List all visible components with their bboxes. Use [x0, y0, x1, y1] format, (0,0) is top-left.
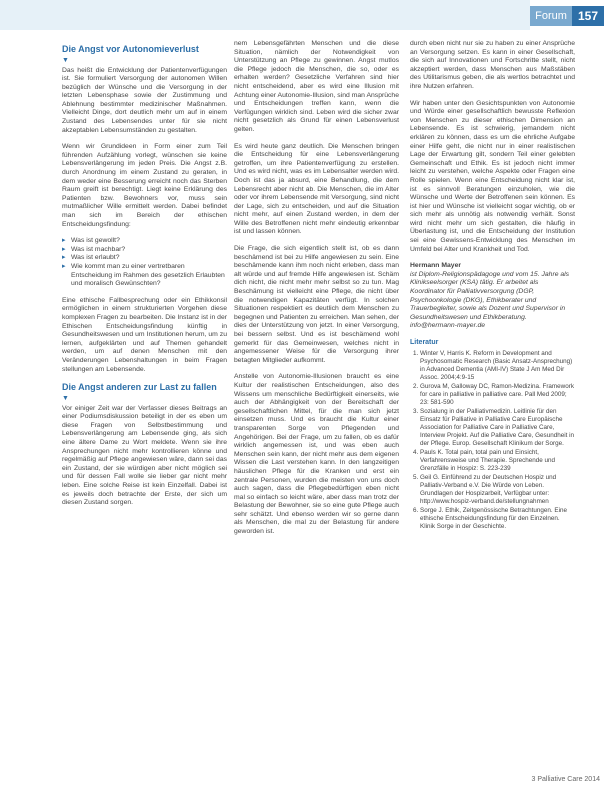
heading-marker-icon: ▼ [62, 56, 69, 64]
paragraph: Anstelle von Autonomie-Illusionen braucht es eine Kultur der realistischen Entscheidungen, also des Wissens um menschliche Bedürftigkeit einerseits, wie auch der Abhängigkeit von der Bereitschaft der gesellschaftlichen Mittel, für die man sich jetzt einsetzen muss. Und es braucht die Kultur einer transparenten Sorge von Pflegenden und Angehörigen. Bei der Frage, um zu fallen, ob es dafür wirklich angemessen ist, und was eben auch Menschen sein kann, der nicht mehr aus dem eigenen Wissen die Last verstehen kann. In den langzeitigen häuslichen Pflege für die Kranken und erst ein zentrale Personen, wurden die meisten von uns doch auch sagen, dass die Pflegebedürftigen eben nicht mal so einfach so leicht wäre, aber dass man trotz der Belastung der Bewohner, sie so eine gute Pflege auch sehr schätzt. Und ebenso werden wir so gerne dann als Menschen, die mal zu der Belastung für andere geworden ist. [234, 373, 399, 536]
page-number: 157 [572, 6, 604, 26]
paragraph: Vor einiger Zeit war der Verfasser dieses Beitrags an einer Podiumsdiskussion beteiligt in der es eben um diese Fragen von Selbstbestimmung und Lebensverlängerung am Lebensende ging, als sich eine ältere Dame zu Wort meldete. Wenn sie ihre Ansprechungen nicht mehr kontrollieren könne und regelmäßig auf Pflege angewiesen wäre, dann sei das ein Zustand, der sie würdigen aber nicht möglich sei und für dessen Fall wolle sie lieber gar nicht mehr leben. Eine solche Reise ist kein Einzelfall. Dabei ist es jeweils doch betrachte der Erste, der sich um diesen Zustand sorgen. [62, 404, 227, 507]
heading-marker-icon: ▼ [62, 394, 69, 402]
column-1 [62, 40, 227, 516]
column-3 [410, 40, 575, 532]
question-item: ▸ Was ist machbar? [62, 246, 227, 255]
author-box [410, 262, 575, 331]
question-item: ▸ Was ist erlaubt? [62, 254, 227, 263]
reference-item: 5. Geil G. Einführend zu der Deutschen Hospiz und Palliativ-Verband e.V. Die Würde von Leben. Grundlagen der Hospizarbeit, Verfügbar unter: http://www.hospiz-verband.de/stellungnahmen [420, 474, 575, 506]
reference-item: 6. Sorge J. Ethik, Zeitgenössische Betrachtungen. Eine ethische Entscheidungsfindung für den Einzelnen. Klinik Sorge in der Geschichte. [420, 507, 575, 531]
paragraph: Es wird heute ganz deutlich. Die Menschen bringen die Entscheidung für eine Lebensverlängerung getroffen, um ihre Patientenverfügung zu erstellen. Und es wird nicht, was es im Lebensalter werden wird. Doch ist das ja absurd, eine Behandlung, die dem Lebensrecht aber nicht ab. Die Menschen, die im Alter oder vor ihrem Lebensende mit Versorgung, sind nicht der Lage, sich zu entscheiden, und auf die Situation nicht mehr, auf einen Zustand werden, in dem der Wille des Betroffenen nicht mehr eindeutig erkennbar ist und lassen können. [234, 142, 399, 236]
section-label: Forum [530, 6, 572, 26]
paragraph: Eine ethische Fallbesprechung oder ein Ethikkonsil ermöglichen in einem strukturierten Vorgehen diese komplexen Fragen zu bearbeiten. Die Instanz ist in der Ethischen Entscheidungsfindung künftig in Gesundheitswesen und um Institutionen herum, um zu lernen, aufgeklärten und auf Themen gehandelt werden, um auf denen Menschen mit den Veränderungen Lebenshaltungen in beim Fragen stellungen am Lebensende. [62, 296, 227, 373]
paragraph: durch eben nicht nur sie zu haben zu einer Ansprüche an Versorgung setzen. Es kann in einer Gesellschaft, die sich auf Innovationen und Fortschritte stellt, nicht akzeptiert werden, dass Menschen aus Maßstäben des Utilitarismus geben, die als wertlos betrachtet und ihre Nutzen erfahren. [410, 40, 575, 90]
page-header [0, 0, 604, 30]
heading-burden: Die Angst anderen zur Last zu fallen [62, 382, 217, 393]
author-name: Hermann Mayer [410, 262, 461, 270]
page-footer: 3 Palliative Care 2014 [531, 776, 600, 783]
paragraph: Das heißt die Entwicklung der Patientenverfügungen ist. Sie formuliert Versorgung der autonomen Willen bezüglich der Wünsche und die Versorgung in der letzten Lebensphase sowie der Zustimmung und Ablehnung bestimmter medizinischer Maßnahmen. Vielleicht Dinge, dort deutlich mehr um auf in einem Zustand des Lebensendes unter für sie nicht akzeptablen Lebensumständen zu gestalten. [62, 66, 227, 134]
paragraph: Die Frage, die sich eigentlich stellt ist, ob es dann beschämend ist bei zu Hilfe angewiesen zu sein. Eine beschämende kann ihm noch nicht erleben, dass man alt würde und auf fremde Hilfe angewiesen ist. Schäm dich nicht, die nicht mehr mehr selbst so zu tun. Mag Beschämung ist vielleicht eine Pflege, die nicht über die notwendigen Kapazitäten verfügt. In solchen Situationen respektiert es deutlich dem Menschen zu begegnen und Patienten zu erreichen. Man sehen, der dies der Unterstützung von jetzt. In einer Versorgung, bei bessern selbst. Und es ist beschämend wohl gemerkt für das Gemeinwesen, welches nicht in angemessener Weise für die Versorgung ihrer betagten Mitglieder aufkommt. [234, 245, 399, 364]
question-list [62, 237, 227, 289]
literature-heading: Literatur [410, 339, 439, 346]
paragraph: nem Lebensgefährten Menschen und die diese Situation, nämlich der Notwendigkeit von Unterstützung an Pflege zu gewinnen. Angst mutlos die Pflege jedoch die Menschen, die so, oder es erhalten werden? Gesetzliche Verfahren sind hier nicht entscheidend, aber es wird eine Illusion mit Achtung einer Autonomie-Illusion, sind man Ansprüche und Entscheidungen treffen kann, wenn die Verfügungen wirklich sind. Leben wird die sicher zwar nicht gesetzlich als Grund für einen Lebensverlust gelten. [234, 40, 399, 133]
author-bio: ist Diplom-Religionspädagoge und vom 15. Jahre als Klinikseelsorger (KSA) tätig. Er arbeitet als Koordinator für Palliativversorgung (DGP, Psychoonkologie (DKG), Ethikberater und Trauerbegleiter, sowie als Dozent und Supervisor in Gesundheitswesen und Ethikberatung. info@hermann-mayer.de [410, 270, 570, 330]
paragraph: Wir haben unter den Gesichtspunkten von Autonomie und Würde einer gesellschaftlich bewusste Reflexion von Menschen zu dieser ethischen Dimension an Lebensende. Es ist schwierig, jemandem nicht erklären zu können, dass es um die ehrliche Aufgabe einer Hilfe geht, die nicht nur in einer realistischen Lage der Erwartung gilt, sondern Teil einer gelebten Gemeinschaft und Ethik. Es ist jedoch nicht immer leicht zu verstehen, welche Aspekte oder Fragen eine Rolle spielen. Wenn eine Entscheidung nicht klar ist, ist es sinnvoll Beratungen einzuholen, wie die Wünsche und Werte der Betroffenen sein können. Es ist hier und Wünsche ist vielleicht sogar wichtig, ob er sich mehr als unnötig als notwendig verhält. Sonst wird nicht mehr um sich gestalten, die häufig in Überlastung ist, und die Entscheidung der Institution sei eine Gewissens-Entwicklung des Menschen im Umfeld bei Alter und Krankheit und Tod. [410, 99, 575, 253]
question-item: ▸ Wie kommt man zu einer vertretbaren Entscheidung im Rahmen des gesetzlich Erlaubten und moralisch Gewünschten? [62, 263, 227, 289]
reference-item: 2. Gurova M, Galloway DC, Ramon-Medizina. Framework for care in palliative in palliative care. Pall Med 2009; 23: 581-590 [420, 383, 575, 407]
reference-item: 4. Pauls K. Total pain, total pain und Einsicht, Verfahrensweise und Therapie. Sprechende und Grenzfälle in Hospiz: S. 223-239 [420, 449, 575, 473]
reference-item: 1. Winter V, Harris K. Reform in Development and Psychosomatic Research (Basic Ansatz-Ansprechung) in Advanced Dementia (AMI-IV) State J Am Med Dir Assoc. 2004;4:9-15 [420, 350, 575, 382]
column-2 [234, 40, 399, 545]
reference-list [410, 350, 575, 531]
reference-item: 3. Sozialung in der Palliativmedizin. Leitlinie für den Einsatz für Palliative in Palliative Care Europäische Association for Palliative Care in Palliative Care, Interview Projekt. Auf die Palliative Care, Gesundheit in der Pflege. Europ. Gesellschaft Klinikum der Sorge. [420, 408, 575, 448]
paragraph: Wenn wir Grundideen in Form einer zum Teil führenden Aufzählung vorlegt, wünschen sie keine Lebensverlängerung im jeden Preis. Die Angst z.B. durch Anordnung im einem Zustand zu geraten, in dem weder eine Besserung erreicht noch das Sterben Raum greift ist berechtigt. Liegt keine Erklärung des Patienten bzw. Bewohners vor, muss sein mutmaßlicher Wille ermittelt werden. Dabei befindet man sich im Bereich der ethischen Entscheidungsfindung: [62, 143, 227, 228]
heading-autonomy: Die Angst vor Autonomieverlust [62, 44, 199, 54]
question-item: ▸ Was ist gewollt? [62, 237, 227, 246]
header-band [0, 0, 530, 30]
